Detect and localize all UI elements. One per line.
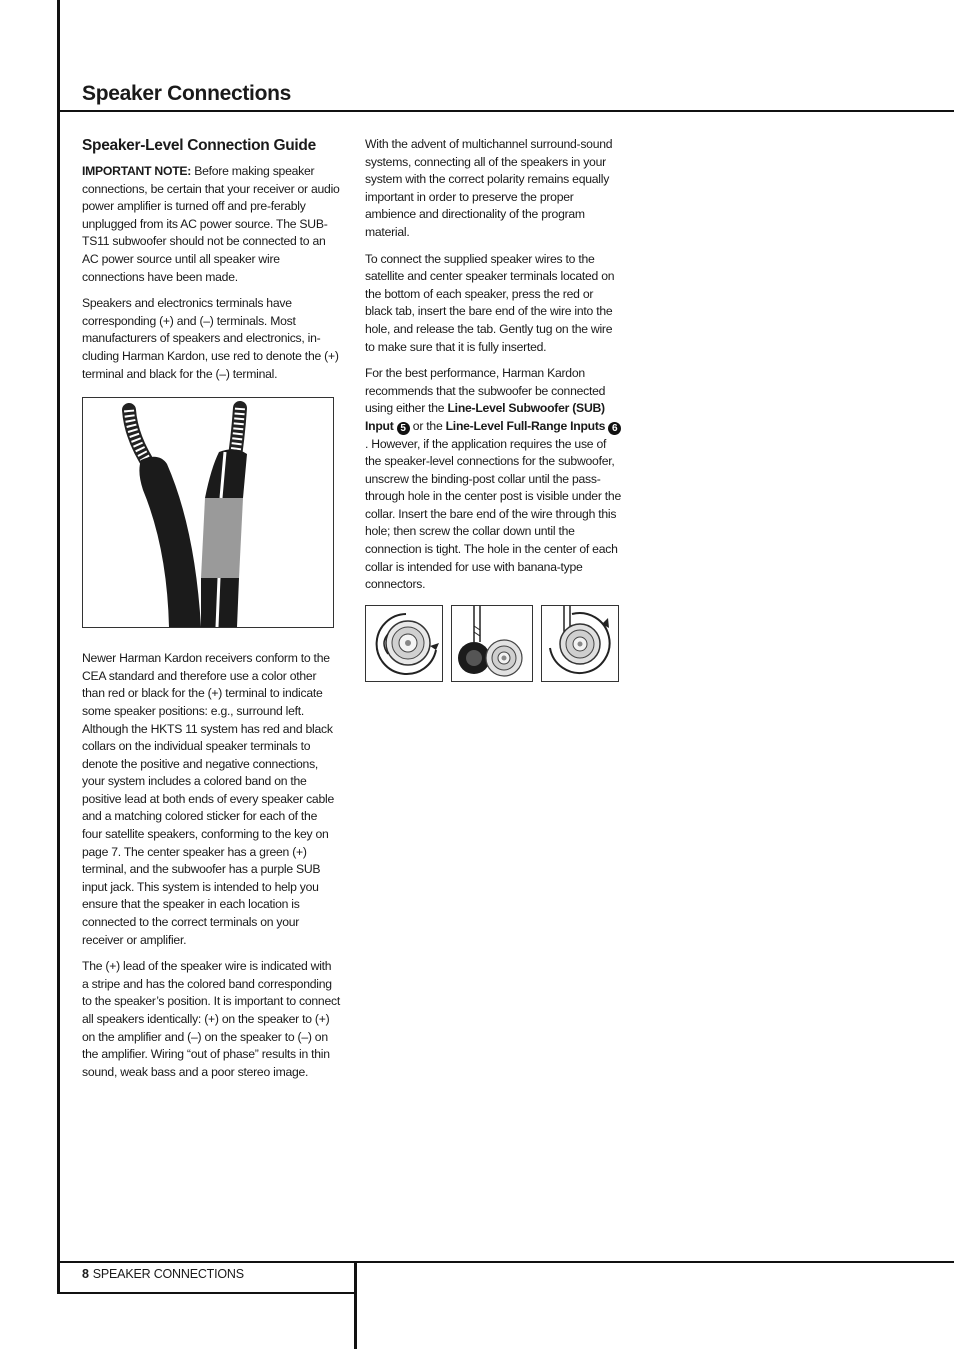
subwoofer-text-mid: or the xyxy=(409,418,446,433)
left-margin-rule xyxy=(57,0,60,1294)
page-title: Speaker Connections xyxy=(82,82,292,105)
black-terminal-icon xyxy=(458,642,490,674)
negative-lead-insulation xyxy=(139,457,201,627)
polarity-paragraph: The (+) lead of the speaker wire is indicated with a stripe and has the colored band corresponding to the speaker’s position. It is important to connect all speakers identically: (+) on the speaker to (+) on the amplifier and (–) on the speaker to (–) on the amplifier. Wiring “out of phase” results in thin sound, weak bass and a poor stereo image. xyxy=(82,959,340,1079)
connect-wires-paragraph: To connect the supplied speaker wires to the satellite and center speaker terminals located on the bottom of each speaker, press the red or black tab, insert the bare end of the wire into the hole, and release the tab. Gently tug on the wire to make sure that it is fully inserted. xyxy=(365,251,615,354)
left-column xyxy=(82,136,340,1090)
subwoofer-connection-paragraph xyxy=(365,365,623,594)
right-column xyxy=(365,136,623,682)
important-note xyxy=(82,163,340,286)
full-range-inputs-term: Line-Level Full-Range Inputs xyxy=(445,418,606,433)
header-rule xyxy=(57,110,954,112)
sub-input-term: Line-Level Subwoofer (SUB) Input xyxy=(365,401,605,433)
cea-standard-paragraph: Newer Harman Kardon receivers conform to the CEA standard and therefore use a color other than red or black for the (+) terminal to indicate some speaker positions: e.g., surround left. Although the HKTS 11 system has red and black collars on the individual speaker terminals to denote the positive and negative connections, your system includes a colored band on the positive lead at both ends of every speaker cable and a matching colored sticker for each of the four satellite speakers, conforming to the key on page 7. The center speaker has a green (+) terminal, and the subwoofer has a purple SUB input jack. This system is intended to help you ensure that the speaker in each location is connected to the correct terminals on your receiver or amplifier. xyxy=(82,651,334,947)
terminals-paragraph: Speakers and electronics terminals have corresponding (+) and (–) terminals. Most manufacturers of speakers and electronics, in-cluding Harman Kardon, use red to denote the (+) terminal and black for the (–) terminal. xyxy=(82,296,339,381)
binding-post-tighten-figure xyxy=(541,605,619,682)
red-terminal-icon xyxy=(486,640,522,676)
footer-divider-rule xyxy=(354,1261,357,1349)
page-footer xyxy=(82,1267,244,1281)
subwoofer-text-intro: For the best performance, Harman Kardon recommends that the subwoofer be connected using either the xyxy=(365,366,606,416)
positive-lead-colored-band xyxy=(201,498,243,578)
speaker-wire-illustration xyxy=(82,397,334,628)
binding-post-insert-wire-figure xyxy=(451,605,533,682)
binding-post-collar-icon xyxy=(384,621,430,665)
footer-rule xyxy=(57,1261,954,1263)
binding-post-unscrew-figure xyxy=(365,605,443,682)
speaker-wire-icon xyxy=(474,606,480,642)
reference-badge-5: 5 xyxy=(397,422,410,435)
important-note-text: Before making speaker connections, be certain that your receiver or audio power amplifier is turned off and pre-ferably unplugged from its AC power source. The SUB-TS11 subwoofer should not be connected to an AC power source until all speaker wire connections have been made. xyxy=(82,164,340,284)
binding-post-collar-icon xyxy=(560,624,600,664)
footer-underline-rule xyxy=(57,1292,357,1294)
page-number: 8 xyxy=(82,1267,89,1281)
binding-post-illustrations xyxy=(365,605,623,682)
multichannel-paragraph: With the advent of multichannel surround-sound systems, connecting all of the speakers in your system with the correct polarity remains equally important in order to preserve the proper ambience and directionality of the program material. xyxy=(365,137,613,239)
reference-badge-6: 6 xyxy=(608,422,621,435)
subwoofer-text-rest: . However, if the application requires the use of the speaker-level connections for the subwoofer, unscrew the binding-post collar until the pass-through hole in the center post is visible under the collar. Insert the bare end of the wire through this hole; then screw the collar down until the connection is tight. The hole in the center of each collar is intended for use with banana-type connectors. xyxy=(365,436,621,592)
footer-section-label: SPEAKER CONNECTIONS xyxy=(92,1267,244,1281)
section-heading: Speaker-Level Connection Guide xyxy=(82,137,316,154)
important-note-label: IMPORTANT NOTE: xyxy=(82,164,192,178)
